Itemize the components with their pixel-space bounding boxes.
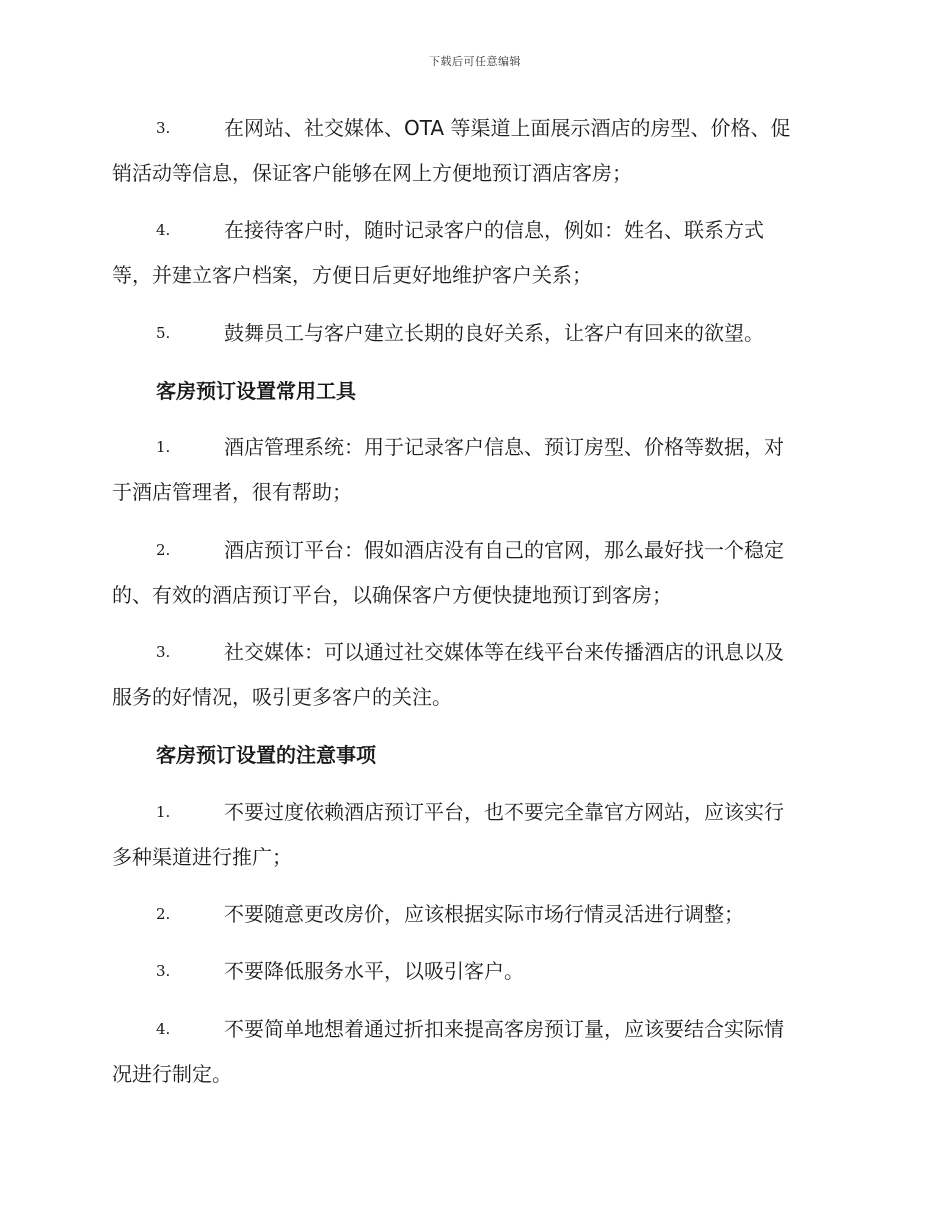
item-number: 3. [156, 962, 171, 980]
section-heading: 客房预订设置的注意事项 [156, 743, 376, 767]
item-text-line: 的、有效的酒店预订平台，以确保客户方便快捷地预订到客房； [112, 583, 672, 607]
item-text-line: 不要过度依赖酒店预订平台，也不要完全靠官方网站，应该实行 [224, 800, 784, 824]
item-text-line: 在网站、社交媒体、OTA 等渠道上面展示酒店的房型、价格、促 [224, 116, 791, 140]
item-text-line: 销活动等信息，保证客户能够在网上方便地预订酒店客房； [112, 161, 632, 185]
list-item [112, 106, 840, 196]
item-text-line: 不要简单地想着通过折扣来提高客房预订量，应该要结合实际情 [224, 1017, 784, 1041]
item-number: 1. [156, 438, 171, 456]
list-item [112, 528, 840, 618]
item-number: 1. [156, 803, 171, 821]
list-item [112, 425, 840, 515]
item-number: 3. [156, 119, 171, 137]
item-number: 3. [156, 643, 171, 661]
item-text-line: 服务的好情况，吸引更多客户的关注。 [112, 685, 452, 709]
page-header: 下载后可任意编辑 [429, 55, 521, 68]
item-text-line: 况进行制定。 [112, 1062, 232, 1086]
item-text-line: 在接待客户时，随时记录客户的信息，例如：姓名、联系方式 [224, 218, 764, 242]
item-text-line: 多种渠道进行推广； [112, 845, 292, 869]
item-text-line: 于酒店管理者，很有帮助； [112, 480, 352, 504]
item-number: 2. [156, 905, 171, 923]
item-text-line: 社交媒体：可以通过社交媒体等在线平台来传播酒店的讯息以及 [224, 640, 784, 664]
list-item [112, 311, 840, 356]
section-heading: 客房预订设置常用工具 [156, 379, 356, 403]
item-text-line: 酒店管理系统：用于记录客户信息、预订房型、价格等数据，对 [224, 435, 784, 459]
list-item [112, 790, 840, 880]
item-number: 4. [156, 221, 171, 239]
item-text-line: 鼓舞员工与客户建立长期的良好关系，让客户有回来的欲望。 [224, 321, 764, 345]
item-number: 2. [156, 541, 171, 559]
item-text-line: 酒店预订平台：假如酒店没有自己的官网，那么最好找一个稳定 [224, 538, 784, 562]
item-number: 5. [156, 324, 171, 342]
list-item [112, 892, 840, 937]
list-item [112, 1007, 840, 1097]
list-item [112, 949, 840, 994]
item-text-line: 不要降低服务水平，以吸引客户。 [224, 959, 524, 983]
item-text-line: 不要随意更改房价，应该根据实际市场行情灵活进行调整； [224, 902, 744, 926]
item-number: 4. [156, 1020, 171, 1038]
list-item [112, 630, 840, 720]
list-item [112, 208, 840, 298]
item-text-line: 等，并建立客户档案，方便日后更好地维护客户关系； [112, 263, 592, 287]
